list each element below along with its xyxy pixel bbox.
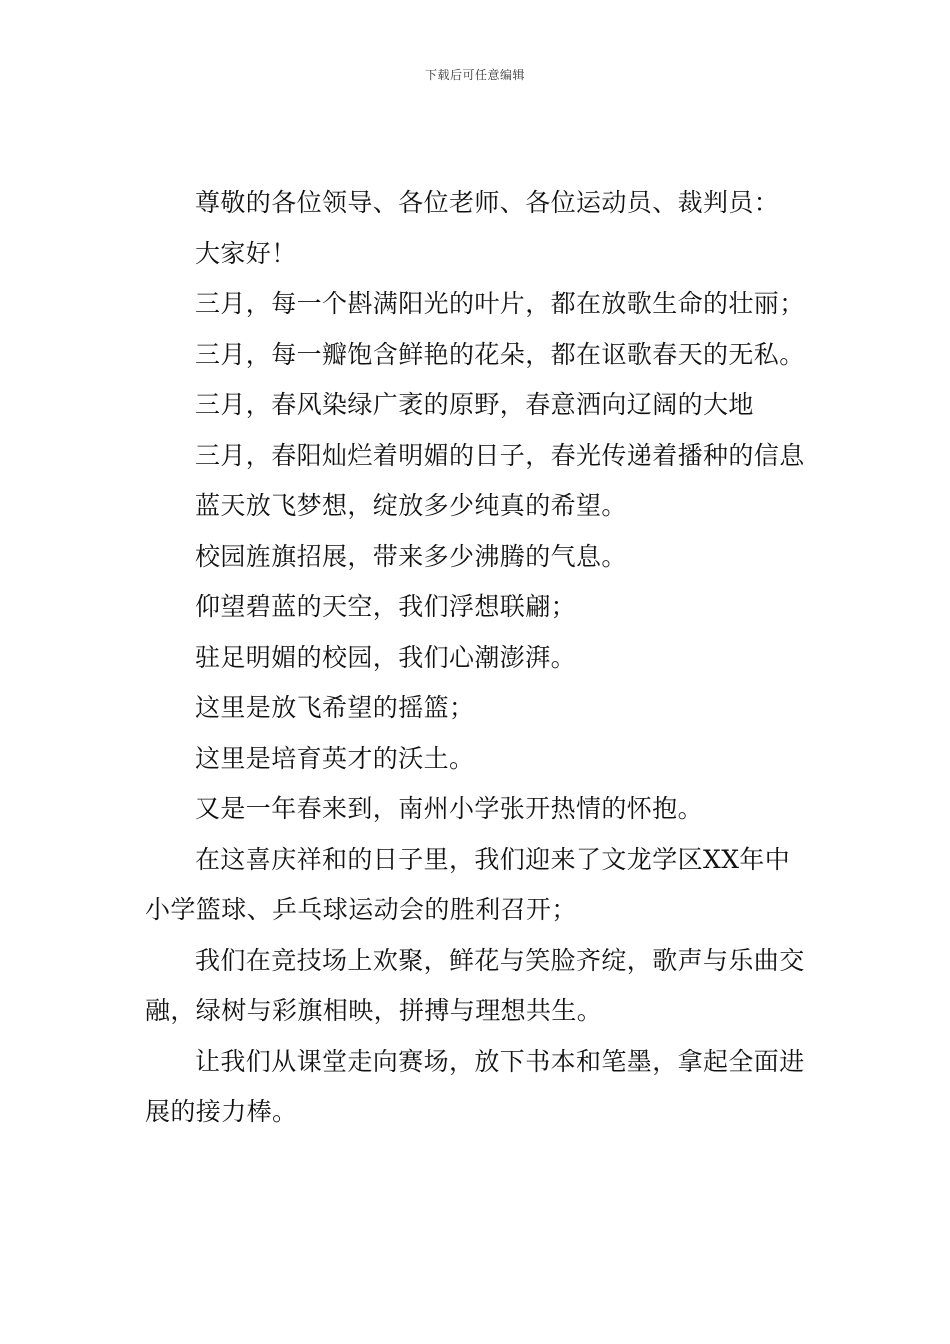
paragraph-spring-arrives: 又是一年春来到，南州小学张开热情的怀抱。 xyxy=(195,794,704,823)
paragraph-cradle: 这里是放飞希望的摇篮； xyxy=(195,693,475,722)
paragraph-greeting: 大家好！ xyxy=(195,238,297,268)
page-header: 下载后可任意编辑 xyxy=(424,68,525,82)
paragraph-march-wind: 三月，春风染绿广袤的原野，春意洒向辽阔的大地 xyxy=(195,390,754,419)
paragraph-greeting-salutation: 尊敬的各位领导、各位老师、各位运动员、裁判员： xyxy=(195,188,780,217)
paragraph-sports-meet: 在这喜庆祥和的日子里，我们迎来了文龙学区XX年中小学篮球、乒乓球运动会的胜利召开； xyxy=(145,844,791,924)
paragraph-blue-sky: 蓝天放飞梦想，绽放多少纯真的希望。 xyxy=(195,491,627,520)
paragraph-look-up: 仰望碧蓝的天空，我们浮想联翩； xyxy=(195,592,577,621)
paragraph-campus-flags: 校园旌旗招展，带来多少沸腾的气息。 xyxy=(195,541,627,571)
paragraph-march-sun: 三月，春阳灿烂着明媚的日子，春光传递着播种的信息 xyxy=(195,440,805,470)
paragraph-fertile-soil: 这里是培育英才的沃土。 xyxy=(195,743,475,773)
paragraph-stand-campus: 驻足明媚的校园，我们心潮澎湃。 xyxy=(195,642,577,672)
paragraph-march-leaves: 三月，每一个斟满阳光的叶片，都在放歌生命的壮丽； xyxy=(195,289,805,318)
paragraph-gathering: 我们在竞技场上欢聚，鲜花与笑脸齐绽，歌声与乐曲交融，绿树与彩旗相映，拼搏与理想共生。 xyxy=(145,945,805,1025)
paragraph-relay: 让我们从课堂走向赛场，放下书本和笔墨，拿起全面进展的接力棒。 xyxy=(145,1046,805,1126)
paragraph-march-flowers: 三月，每一瓣饱含鲜艳的花朵，都在讴歌春天的无私。 xyxy=(195,339,805,369)
document-body xyxy=(145,178,810,1138)
